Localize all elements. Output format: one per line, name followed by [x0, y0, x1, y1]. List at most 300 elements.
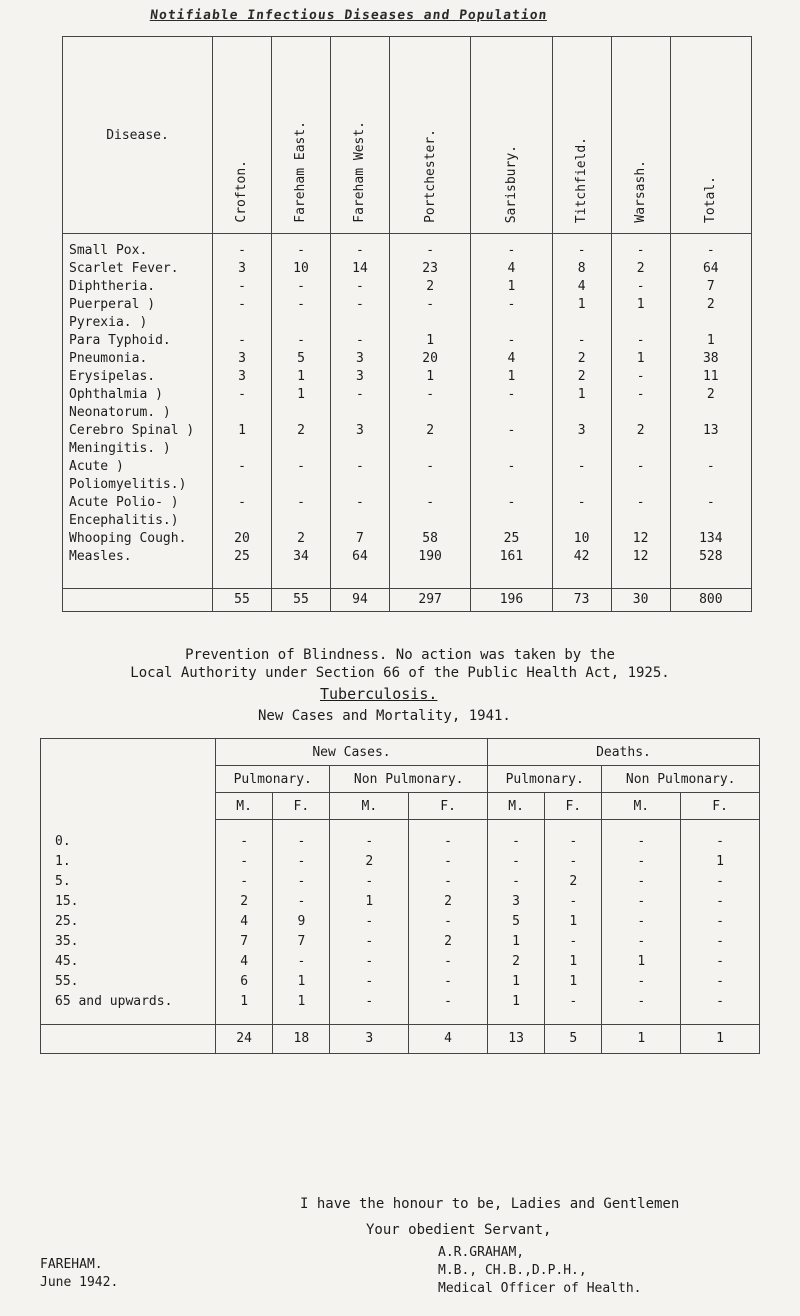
column-header: Fareham West.	[330, 37, 389, 234]
place: FAREHAM.	[40, 1257, 103, 1272]
new-non-pulmonary-header: Non Pulmonary.	[330, 766, 488, 793]
age-group: 0.	[41, 832, 216, 852]
disease-cell: 3	[213, 368, 272, 386]
column-header: Total.	[670, 37, 751, 234]
disease-name: Small Pox.	[63, 234, 213, 261]
disease-name: Encephalitis.)	[63, 512, 213, 530]
signature-name: A.R.GRAHAM,	[438, 1245, 525, 1260]
tb-cell: -	[602, 852, 681, 872]
disease-cell: -	[611, 332, 670, 350]
signature-block	[438, 1244, 642, 1298]
column-header: Crofton.	[213, 37, 272, 234]
disease-cell	[471, 314, 552, 332]
tb-cell: -	[409, 972, 488, 992]
disease-cell	[611, 476, 670, 494]
tb-cell: -	[330, 952, 409, 972]
column-header: Titchfield.	[552, 37, 611, 234]
disease-cell	[670, 476, 751, 494]
sex-header-f: F.	[409, 793, 488, 820]
disease-cell: 5	[271, 350, 330, 368]
disease-cell	[670, 404, 751, 422]
tb-cell: -	[545, 892, 602, 912]
closing-servant: Your obedient Servant,	[366, 1222, 552, 1238]
disease-cell: -	[330, 296, 389, 314]
disease-totals-row	[63, 589, 752, 612]
disease-cell: 4	[471, 350, 552, 368]
disease-cell: -	[611, 368, 670, 386]
disease-cell	[552, 314, 611, 332]
disease-cell: 8	[552, 260, 611, 278]
disease-cell: 14	[330, 260, 389, 278]
sex-header-m: M.	[330, 793, 409, 820]
tb-age-row	[41, 912, 760, 932]
tb-cell: 1	[273, 992, 330, 1012]
disease-cell: 42	[552, 548, 611, 566]
disease-cell	[213, 512, 272, 530]
tb-age-row	[41, 872, 760, 892]
disease-cell: -	[213, 386, 272, 404]
disease-name: Whooping Cough.	[63, 530, 213, 548]
disease-cell: 1	[552, 296, 611, 314]
disease-cell	[330, 440, 389, 458]
disease-row	[63, 368, 752, 386]
total-cell: 196	[471, 589, 552, 612]
disease-cell: -	[552, 332, 611, 350]
disease-name: Diphtheria.	[63, 278, 213, 296]
tb-cell: 1	[487, 992, 544, 1012]
age-group: 55.	[41, 972, 216, 992]
tb-cell: -	[681, 912, 760, 932]
disease-cell: -	[471, 386, 552, 404]
disease-cell	[389, 476, 470, 494]
deaths-non-pulmonary-header: Non Pulmonary.	[602, 766, 760, 793]
disease-cell: -	[213, 494, 272, 512]
tb-cell: -	[602, 892, 681, 912]
disease-row	[63, 494, 752, 512]
disease-cell	[471, 512, 552, 530]
disease-cell	[611, 314, 670, 332]
disease-cell: 4	[552, 278, 611, 296]
disease-name: Puerperal )	[63, 296, 213, 314]
disease-cell: 3	[213, 350, 272, 368]
disease-cell: 2	[670, 296, 751, 314]
disease-cell: -	[670, 494, 751, 512]
tb-cell: -	[330, 932, 409, 952]
sex-header-f: F.	[681, 793, 760, 820]
disease-cell: -	[471, 234, 552, 261]
disease-cell	[471, 440, 552, 458]
tb-cell: -	[545, 832, 602, 852]
tb-cell: -	[273, 852, 330, 872]
disease-cell: -	[670, 458, 751, 476]
tb-total-cell: 3	[330, 1025, 409, 1054]
total-cell: 30	[611, 589, 670, 612]
disease-cell: -	[389, 458, 470, 476]
deaths-header: Deaths.	[487, 739, 759, 766]
disease-cell: 20	[389, 350, 470, 368]
tb-cell: -	[681, 872, 760, 892]
tb-cell: 6	[216, 972, 273, 992]
tb-cell: -	[681, 832, 760, 852]
tb-cell: -	[216, 872, 273, 892]
disease-cell: -	[611, 278, 670, 296]
disease-cell	[271, 314, 330, 332]
tb-cell: 2	[487, 952, 544, 972]
disease-cell: -	[611, 386, 670, 404]
tb-age-row	[41, 832, 760, 852]
disease-column-header: Disease.	[63, 37, 213, 234]
disease-cell: 3	[330, 422, 389, 440]
age-header	[41, 739, 216, 820]
tb-cell: -	[681, 952, 760, 972]
disease-cell	[552, 476, 611, 494]
tb-cell: 5	[487, 912, 544, 932]
disease-cell: 2	[271, 530, 330, 548]
disease-cell: 2	[389, 422, 470, 440]
disease-cell: -	[271, 332, 330, 350]
disease-cell: -	[213, 278, 272, 296]
signature-qualifications: M.B., CH.B.,D.P.H.,	[438, 1263, 587, 1278]
disease-row	[63, 404, 752, 422]
tb-cell: 1	[545, 972, 602, 992]
disease-cell: -	[330, 386, 389, 404]
disease-name: Poliomyelitis.)	[63, 476, 213, 494]
disease-row	[63, 314, 752, 332]
disease-row	[63, 458, 752, 476]
tb-cell: -	[273, 892, 330, 912]
disease-cell: 13	[670, 422, 751, 440]
disease-cell: 25	[471, 530, 552, 548]
tuberculosis-subtitle: New Cases and Mortality, 1941.	[258, 708, 511, 724]
disease-cell	[471, 476, 552, 494]
disease-cell: -	[611, 234, 670, 261]
disease-cell	[389, 512, 470, 530]
tb-cell: -	[273, 952, 330, 972]
disease-row	[63, 296, 752, 314]
disease-cell: -	[552, 458, 611, 476]
disease-cell: 10	[552, 530, 611, 548]
tb-cell: 2	[330, 852, 409, 872]
disease-cell	[611, 512, 670, 530]
disease-row	[63, 422, 752, 440]
disease-name: Pneumonia.	[63, 350, 213, 368]
disease-cell	[271, 512, 330, 530]
disease-cell	[552, 404, 611, 422]
tb-cell: 1	[545, 912, 602, 932]
disease-cell: -	[389, 234, 470, 261]
disease-cell: 1	[213, 422, 272, 440]
tb-cell: 1	[602, 952, 681, 972]
disease-name: Scarlet Fever.	[63, 260, 213, 278]
disease-cell: 1	[611, 350, 670, 368]
disease-row	[63, 548, 752, 566]
tb-totals-row	[41, 1025, 760, 1054]
tb-cell: -	[681, 972, 760, 992]
disease-row	[63, 234, 752, 261]
disease-row	[63, 386, 752, 404]
disease-cell	[389, 440, 470, 458]
tb-age-row	[41, 892, 760, 912]
disease-cell: -	[271, 234, 330, 261]
tb-cell: -	[602, 832, 681, 852]
disease-cell: 11	[670, 368, 751, 386]
disease-cell: -	[389, 386, 470, 404]
tb-age-row	[41, 972, 760, 992]
tb-age-row	[41, 852, 760, 872]
disease-cell: 38	[670, 350, 751, 368]
disease-row	[63, 332, 752, 350]
tb-cell: -	[487, 832, 544, 852]
disease-name: Acute Polio- )	[63, 494, 213, 512]
closing-line: I have the honour to be, Ladies and Gentlemen	[300, 1196, 680, 1212]
disease-table-header	[63, 37, 752, 234]
tb-cell: -	[216, 832, 273, 852]
tb-cell: -	[602, 932, 681, 952]
disease-cell: 161	[471, 548, 552, 566]
tb-cell: -	[330, 872, 409, 892]
disease-cell: 64	[670, 260, 751, 278]
disease-cell: 1	[389, 332, 470, 350]
tb-cell: -	[330, 832, 409, 852]
disease-cell: 134	[670, 530, 751, 548]
total-cell: 297	[389, 589, 470, 612]
disease-cell: 190	[389, 548, 470, 566]
disease-cell: -	[271, 494, 330, 512]
tb-cell: -	[681, 932, 760, 952]
disease-cell	[611, 404, 670, 422]
disease-cell: -	[670, 234, 751, 261]
disease-cell	[271, 404, 330, 422]
tb-cell: 1	[330, 892, 409, 912]
tb-cell: 4	[216, 912, 273, 932]
disease-cell: 1	[471, 368, 552, 386]
tb-age-row	[41, 992, 760, 1012]
disease-name: Para Typhoid.	[63, 332, 213, 350]
disease-cell: -	[271, 296, 330, 314]
disease-row	[63, 512, 752, 530]
disease-cell: -	[471, 422, 552, 440]
disease-cell: 2	[271, 422, 330, 440]
disease-cell: 1	[471, 278, 552, 296]
prevention-line-1: Prevention of Blindness. No action was taken by the	[185, 647, 615, 663]
tb-cell: -	[273, 872, 330, 892]
disease-cell: 10	[271, 260, 330, 278]
disease-cell: 1	[389, 368, 470, 386]
place-date	[40, 1256, 118, 1292]
disease-cell	[670, 512, 751, 530]
disease-cell: -	[552, 494, 611, 512]
disease-cell: 2	[552, 350, 611, 368]
age-group: 1.	[41, 852, 216, 872]
disease-cell: -	[330, 278, 389, 296]
sex-header-f: F.	[545, 793, 602, 820]
disease-cell: 4	[471, 260, 552, 278]
tb-cell: -	[330, 972, 409, 992]
tb-cell: -	[409, 852, 488, 872]
tb-cell: -	[602, 972, 681, 992]
tb-cell: 1	[216, 992, 273, 1012]
disease-cell	[389, 404, 470, 422]
tb-cell: -	[409, 992, 488, 1012]
disease-cell: 2	[389, 278, 470, 296]
tb-cell: -	[545, 932, 602, 952]
disease-cell: -	[552, 234, 611, 261]
disease-cell: 3	[552, 422, 611, 440]
disease-table	[62, 36, 752, 612]
disease-cell	[213, 314, 272, 332]
total-cell: 55	[213, 589, 272, 612]
disease-cell	[611, 440, 670, 458]
disease-cell	[271, 440, 330, 458]
tb-cell: -	[681, 892, 760, 912]
tb-cell: -	[330, 992, 409, 1012]
disease-name: Ophthalmia )	[63, 386, 213, 404]
tb-cell: 3	[487, 892, 544, 912]
tb-total-cell: 1	[602, 1025, 681, 1054]
tb-cell: 2	[216, 892, 273, 912]
disease-cell: 20	[213, 530, 272, 548]
column-header: Warsash.	[611, 37, 670, 234]
disease-cell	[213, 440, 272, 458]
disease-cell: 2	[611, 422, 670, 440]
tb-cell: 7	[273, 932, 330, 952]
sex-header-m: M.	[216, 793, 273, 820]
new-pulmonary-header: Pulmonary.	[216, 766, 330, 793]
disease-cell: -	[471, 332, 552, 350]
disease-cell: -	[213, 332, 272, 350]
disease-cell: 2	[611, 260, 670, 278]
tb-cell: 1	[545, 952, 602, 972]
disease-cell: -	[611, 494, 670, 512]
sex-header-m: M.	[602, 793, 681, 820]
disease-cell	[330, 404, 389, 422]
tb-cell: -	[602, 992, 681, 1012]
total-cell: 55	[271, 589, 330, 612]
sex-header-f: F.	[273, 793, 330, 820]
disease-cell: -	[330, 458, 389, 476]
tb-age-row	[41, 952, 760, 972]
disease-cell: -	[389, 494, 470, 512]
disease-cell	[389, 314, 470, 332]
disease-cell: -	[213, 296, 272, 314]
tb-total-cell: 1	[681, 1025, 760, 1054]
tb-cell: 4	[216, 952, 273, 972]
disease-cell: 1	[552, 386, 611, 404]
disease-cell: -	[471, 494, 552, 512]
tb-cell: 2	[409, 892, 488, 912]
disease-cell: 58	[389, 530, 470, 548]
tb-total-cell: 13	[487, 1025, 544, 1054]
tb-total-cell: 4	[409, 1025, 488, 1054]
disease-row	[63, 440, 752, 458]
tb-cell: 7	[216, 932, 273, 952]
tb-cell: -	[487, 852, 544, 872]
column-header: Portchester.	[389, 37, 470, 234]
age-group: 25.	[41, 912, 216, 932]
disease-cell: 3	[213, 260, 272, 278]
disease-cell: 23	[389, 260, 470, 278]
tb-cell: -	[216, 852, 273, 872]
disease-cell: -	[271, 458, 330, 476]
tb-cell: -	[273, 832, 330, 852]
disease-row	[63, 476, 752, 494]
disease-cell: -	[271, 278, 330, 296]
disease-cell: 34	[271, 548, 330, 566]
disease-name: Erysipelas.	[63, 368, 213, 386]
tb-cell: 1	[487, 932, 544, 952]
new-cases-header: New Cases.	[216, 739, 488, 766]
tb-cell: 1	[487, 972, 544, 992]
disease-row	[63, 278, 752, 296]
total-cell: 800	[670, 589, 751, 612]
disease-cell: 3	[330, 350, 389, 368]
tb-cell: -	[409, 872, 488, 892]
disease-cell: 1	[611, 296, 670, 314]
tb-cell: -	[409, 952, 488, 972]
page-header: Notifiable Infectious Diseases and Population	[149, 8, 549, 23]
disease-cell: 1	[271, 386, 330, 404]
age-group: 65 and upwards.	[41, 992, 216, 1012]
tb-cell: 9	[273, 912, 330, 932]
tb-cell: 1	[681, 852, 760, 872]
disease-name: Measles.	[63, 548, 213, 566]
tb-total-cell: 18	[273, 1025, 330, 1054]
disease-cell	[552, 512, 611, 530]
disease-cell: 64	[330, 548, 389, 566]
disease-cell	[271, 476, 330, 494]
disease-cell: -	[330, 332, 389, 350]
signature-title: Medical Officer of Health.	[438, 1281, 642, 1296]
disease-cell: 12	[611, 548, 670, 566]
disease-cell: 2	[670, 386, 751, 404]
column-header: Fareham East.	[271, 37, 330, 234]
disease-cell: -	[611, 458, 670, 476]
age-group: 45.	[41, 952, 216, 972]
disease-cell: 7	[330, 530, 389, 548]
disease-row	[63, 530, 752, 548]
tb-cell: -	[409, 912, 488, 932]
disease-cell	[670, 440, 751, 458]
disease-cell	[213, 404, 272, 422]
tb-cell: -	[545, 992, 602, 1012]
total-cell: 94	[330, 589, 389, 612]
age-group: 5.	[41, 872, 216, 892]
disease-name: Pyrexia. )	[63, 314, 213, 332]
disease-row	[63, 350, 752, 368]
disease-cell: 7	[670, 278, 751, 296]
disease-cell: 528	[670, 548, 751, 566]
tb-total-cell: 24	[216, 1025, 273, 1054]
age-group: 15.	[41, 892, 216, 912]
tb-cell: -	[602, 912, 681, 932]
disease-name: Acute )	[63, 458, 213, 476]
disease-cell: -	[330, 234, 389, 261]
disease-cell	[471, 404, 552, 422]
disease-cell: 25	[213, 548, 272, 566]
tb-total-cell: 5	[545, 1025, 602, 1054]
tuberculosis-table	[40, 738, 760, 1054]
disease-row	[63, 260, 752, 278]
tb-cell: -	[545, 852, 602, 872]
disease-cell: -	[213, 234, 272, 261]
disease-cell: 1	[670, 332, 751, 350]
disease-name: Neonatorum. )	[63, 404, 213, 422]
tb-cell: -	[330, 912, 409, 932]
tb-cell: -	[409, 832, 488, 852]
total-cell: 73	[552, 589, 611, 612]
deaths-pulmonary-header: Pulmonary.	[487, 766, 601, 793]
tb-cell: 2	[545, 872, 602, 892]
